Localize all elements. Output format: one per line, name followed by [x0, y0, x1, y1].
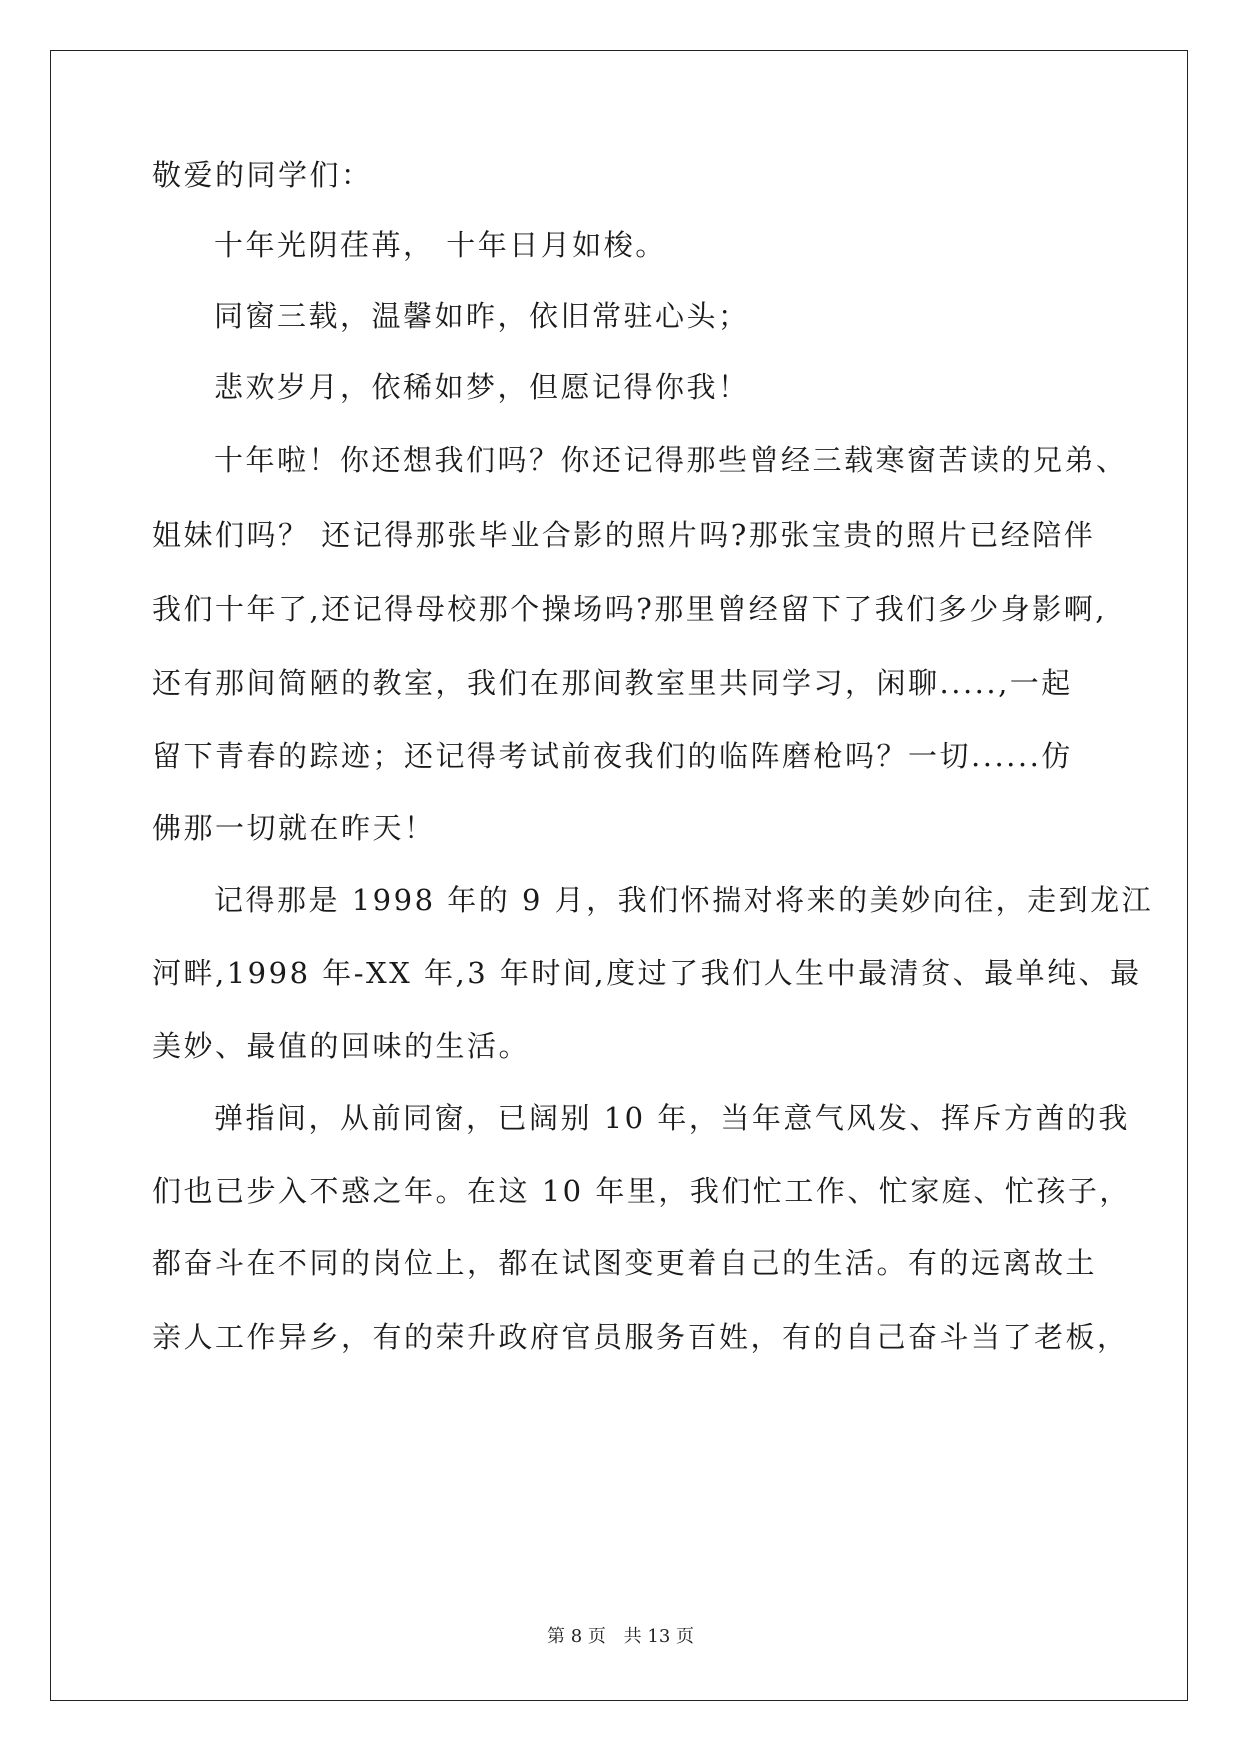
- text-line: 姐妹们吗？ 还记得那张毕业合影的照片吗?那张宝贵的照片已经陪伴: [152, 518, 1096, 552]
- page-total: 共 13 页: [623, 1626, 694, 1647]
- text-line: 十年啦！你还想我们吗？你还记得那些曾经三载寒窗苦读的兄弟、: [214, 443, 1128, 477]
- text-line: 十年光阴荏苒， 十年日月如梭。: [214, 228, 667, 262]
- text-line: 还有那间简陋的教室，我们在那间教室里共同学习，闲聊.....,一起: [152, 666, 1073, 700]
- text-line: 悲欢岁月，依稀如梦，但愿记得你我！: [214, 370, 750, 404]
- text-line: 同窗三载，温馨如昨，依旧常驻心头；: [214, 299, 750, 333]
- text-line: 弹指间，从前同窗，已阔别 10 年，当年意气风发、挥斥方酋的我: [214, 1101, 1130, 1135]
- text-line: 都奋斗在不同的岗位上，都在试图变更着自己的生活。有的远离故土: [152, 1246, 1098, 1280]
- page-number: 第 8 页: [547, 1626, 606, 1647]
- text-line: 记得那是 1998 年的 9 月，我们怀揣对将来的美妙向往，走到龙江: [214, 883, 1154, 917]
- text-line: 亲人工作异乡，有的荣升政府官员服务百姓，有的自己奋斗当了老板，: [152, 1320, 1129, 1354]
- text-line: 我们十年了,还记得母校那个操场吗?那里曾经留下了我们多少身影啊,: [152, 592, 1107, 626]
- text-line: 美妙、最值的回味的生活。: [152, 1029, 531, 1063]
- text-line: 留下青春的踪迹；还记得考试前夜我们的临阵磨枪吗？一切......仿: [152, 739, 1073, 773]
- text-line: 河畔,1998 年-XX 年,3 年时间,度过了我们人生中最清贫、最单纯、最: [152, 956, 1142, 990]
- page-footer: [0, 1625, 1241, 1649]
- text-line: 佛那一切就在昨天！: [152, 811, 436, 845]
- salutation: 敬爱的同学们：: [152, 158, 373, 192]
- text-line: 们也已步入不惑之年。在这 10 年里，我们忙工作、忙家庭、忙孩子，: [152, 1174, 1131, 1208]
